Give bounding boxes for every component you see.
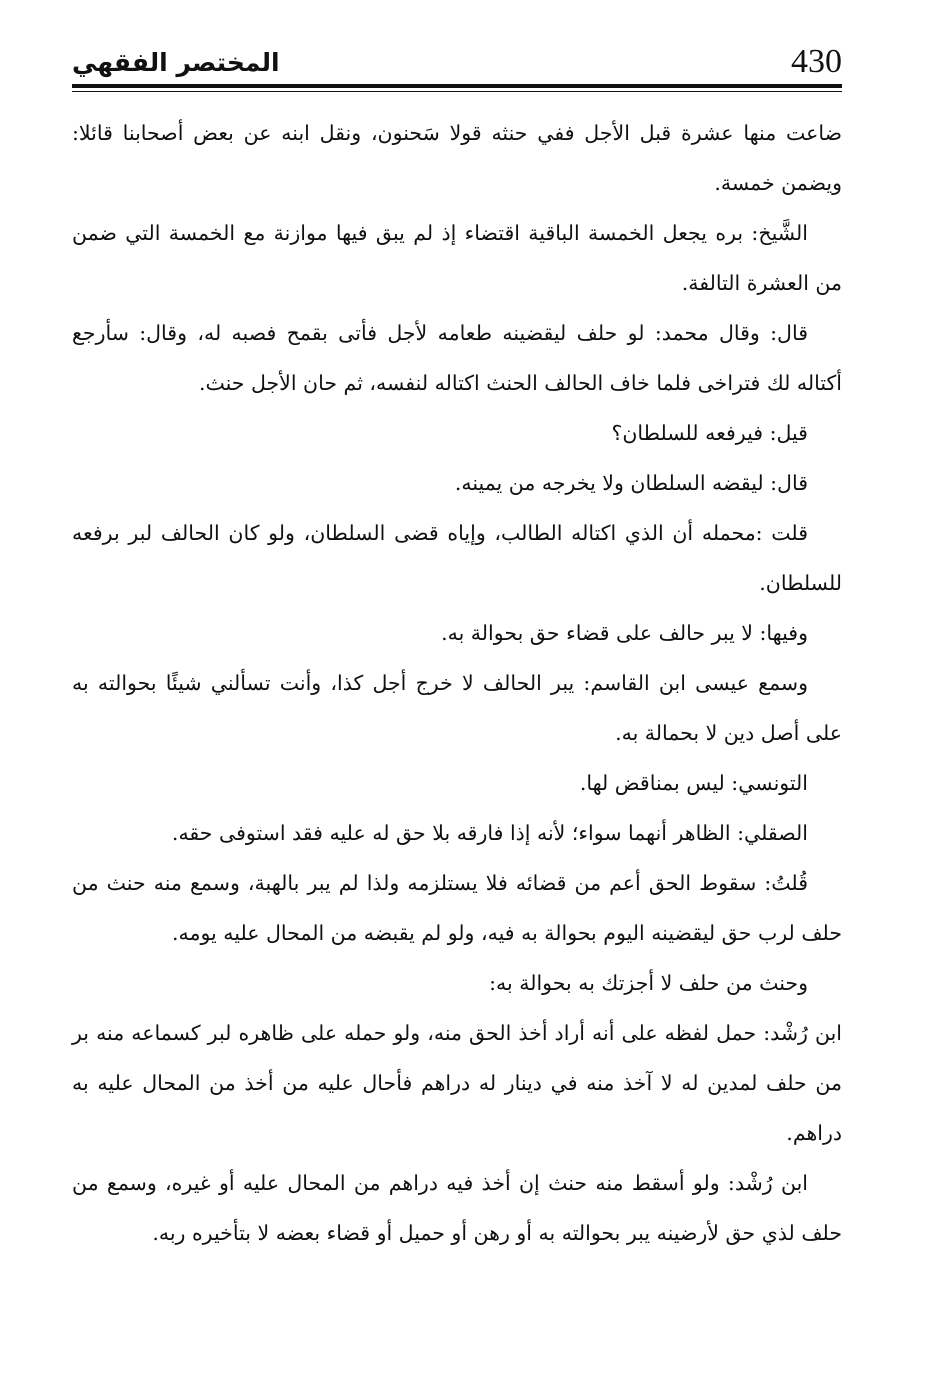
paragraph: وفيها: لا يبر حالف على قضاء حق بحوالة به.	[441, 621, 808, 645]
paragraph: قال: ليقضه السلطان ولا يخرجه من يمينه.	[454, 471, 808, 495]
paragraph: الشَّيخ: بره يجعل الخمسة الباقية اقتضاء إذ لم يبق فيها موازنة مع الخمسة التي ضمن من العشرة التالفة.	[72, 221, 842, 295]
paragraph: وحنث من حلف لا أجزتك به بحوالة به:	[489, 971, 808, 995]
paragraph: ابن رُشْد: حمل لفظه على أنه أراد أخذ الحق منه، ولو حمله على ظاهره لبر كسماعه منه بر من حلف لمدين له لا آخذ منه في دينار له دراهم فأحال عليه من أخذ من المحال عليه به دراهم.	[72, 1021, 842, 1145]
paragraph: قيل: فيرفعه للسلطان؟	[611, 421, 808, 445]
paragraph: التونسي: ليس بمناقض لها.	[579, 771, 808, 795]
header-rule-thick	[72, 84, 842, 88]
paragraph: ابن رُشْد: ولو أسقط منه حنث إن أخذ فيه دراهم من المحال عليه أو غيره، وسمع من حلف لذي حق لأرضينه يبر بحوالته به أو رهن أو حميل أو قضاء بعضه لا بتأخيره ربه.	[72, 1171, 842, 1245]
paragraph: الصقلي: الظاهر أنهما سواء؛ لأنه إذا فارقه بلا حق له عليه فقد استوفى حقه.	[171, 821, 808, 845]
header-rule-thin	[72, 91, 842, 92]
paragraph: قُلتُ: سقوط الحق أعم من قضائه فلا يستلزمه ولذا لم يبر بالهبة، وسمع منه حنث من حلف لرب حق ليقضينه اليوم بحوالة به فيه، ولو لم يقبضه من المحال عليه يومه.	[72, 871, 842, 945]
paragraph: وسمع عيسى ابن القاسم: يبر الحالف لا خرج أجل كذا، وأنت تسألني شيئًا بحوالته به على أصل دين لا بحمالة به.	[72, 671, 842, 745]
paragraph: قلت :محمله أن الذي اكتاله الطالب، وإياه قضى السلطان، ولو كان الحالف لبر برفعه للسلطان.	[72, 521, 842, 595]
page-number: 430	[791, 43, 842, 80]
paragraph: قال: وقال محمد: لو حلف ليقضينه طعامه لأجل فأتى بقمح فصبه له، وقال: سأرجع أكتاله لك فتراخى فلما خاف الحالف الحنث اكتاله لنفسه، ثم حان الأجل حنث.	[72, 321, 842, 395]
body-text	[72, 108, 842, 1258]
paragraph: ضاعت منها عشرة قبل الأجل ففي حنثه قولا سَحنون، ونقل ابنه عن بعض أصحابنا قائلا: ويضمن خمسة.	[72, 121, 842, 195]
running-title: المختصر الفقهي	[72, 48, 280, 77]
